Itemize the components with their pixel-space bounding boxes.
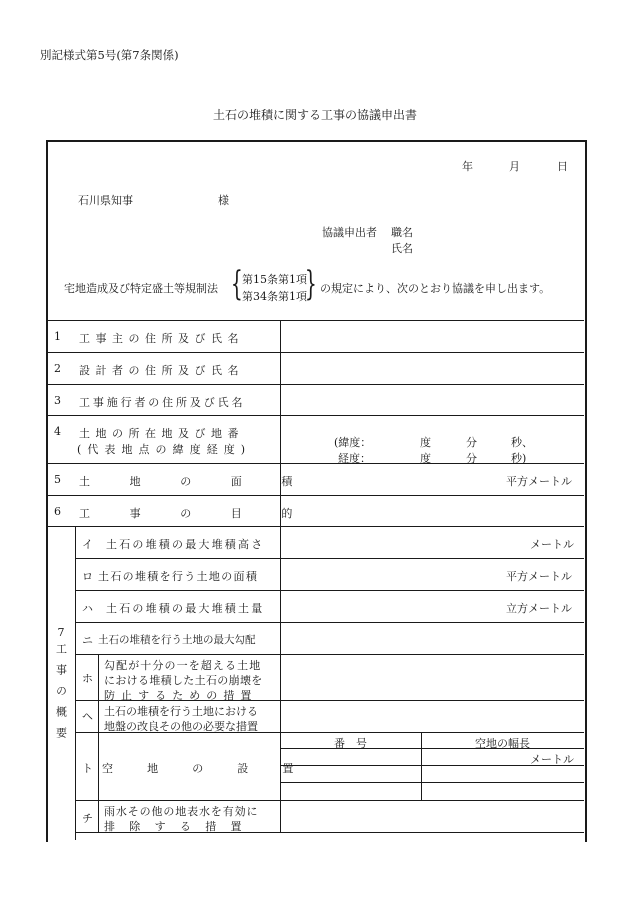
lon-minute: 分 [466, 452, 477, 465]
row-label-location: 土地の所在地及び地番 [79, 427, 244, 440]
longitude-label: 経度： [338, 452, 371, 465]
name-label: 氏名 [391, 242, 413, 255]
item-letter: ハ [82, 602, 93, 615]
unit-square-meters: 平方メートル [506, 570, 572, 583]
lat-second: 秒、 [511, 436, 533, 449]
row-divider [75, 590, 584, 591]
item-ground-improvement-line1: 土石の堆積を行う土地における [104, 705, 258, 718]
unit-meters: メートル [530, 753, 574, 766]
row-number: 1 [54, 330, 61, 343]
law-name: 宅地造成及び特定盛土等規制法 [64, 282, 218, 295]
honorific: 様 [218, 194, 229, 207]
item-letter: ロ [82, 570, 93, 583]
lat-degree: 度 [420, 436, 431, 449]
row-number: 3 [54, 394, 61, 407]
item-land-area: 土石の堆積を行う土地の面積 [98, 570, 259, 583]
row-divider [75, 622, 584, 623]
row-divider [47, 415, 584, 416]
lat-minute: 分 [466, 436, 477, 449]
unit-cubic-meters: 立方メートル [506, 602, 572, 615]
item-letter: チ [82, 812, 93, 825]
addressee: 石川県知事 [78, 194, 133, 207]
column-divider [75, 526, 76, 840]
row-divider [47, 495, 584, 496]
item-collapse-measure-line2: における堆積した土石の崩壊を [104, 674, 263, 687]
column-header-number: 番 号 [334, 737, 367, 750]
date-day: 日 [557, 160, 568, 173]
item-max-slope: 土石の堆積を行う土地の最大勾配 [98, 634, 256, 646]
row-number: 4 [54, 425, 61, 438]
statement: の規定により、次のとおり協議を申し出ます。 [320, 282, 551, 295]
date-year: 年 [462, 160, 473, 173]
section-7-number: 7 [57, 626, 65, 639]
lon-degree: 度 [420, 452, 431, 465]
applicant-label: 協議申出者 [322, 226, 377, 239]
item-letter: ホ [82, 672, 93, 685]
form-number: 別記様式第5号(第7条関係) [40, 48, 179, 62]
row-divider [47, 384, 584, 385]
left-brace: { [230, 264, 243, 304]
item-letter: ヘ [82, 710, 93, 723]
row-divider [47, 320, 584, 321]
column-header-width: 空地の幅長 [475, 737, 530, 750]
row-label-purpose: 工事の目的 [79, 507, 332, 520]
lon-second: 秒) [511, 452, 527, 465]
article-1: 第15条第1項 [242, 273, 307, 286]
row-divider [75, 800, 584, 801]
row-number: 2 [54, 362, 61, 375]
row-divider [75, 558, 584, 559]
row-label-coordinates: (代表地点の緯度経度) [77, 443, 252, 456]
item-letter: イ [82, 538, 93, 551]
row-label-designer: 設計者の住所及び氏名 [79, 364, 244, 377]
section-7-label [51, 622, 71, 748]
row-label-contractor: 工事施行者の住所及び氏名 [79, 396, 246, 409]
item-max-volume: 土石の堆積の最大堆積土量 [106, 602, 265, 615]
column-divider [280, 320, 281, 832]
row-divider [47, 352, 584, 353]
row-divider [75, 654, 584, 655]
item-letter: ト [82, 762, 93, 775]
row-label-area: 土地の面積 [79, 475, 332, 488]
row-label-owner: 工事主の住所及び氏名 [79, 332, 244, 345]
latitude-label: (緯度： [334, 436, 372, 449]
item-collapse-measure-line3: 防止するための措置 [104, 689, 258, 702]
row-divider [47, 463, 584, 464]
date-month: 月 [509, 160, 520, 173]
item-collapse-measure-line1: 勾配が十分の一を超える土地 [104, 659, 262, 672]
item-ground-improvement-line2: 地盤の改良その他の必要な措置 [104, 720, 258, 733]
item-open-space: 空地の設置 [102, 762, 328, 775]
row-number: 5 [54, 473, 61, 486]
article-2: 第34条第1項 [242, 290, 307, 303]
unit-meters: メートル [530, 538, 574, 551]
right-brace: } [304, 264, 317, 304]
job-title-label: 職名 [391, 226, 413, 239]
row-divider [280, 782, 584, 783]
document-title: 土石の堆積に関する工事の協議申出書 [212, 108, 417, 122]
item-drainage-line1: 雨水その他の地表水を有効に [104, 805, 259, 818]
column-divider [98, 654, 99, 832]
item-max-height: 土石の堆積の最大堆積高さ [106, 538, 265, 551]
unit-square-meters: 平方メートル [506, 475, 572, 488]
section-7-title: 工事の概要 [54, 643, 68, 748]
row-number: 6 [54, 505, 61, 518]
item-letter: ニ [82, 634, 93, 647]
item-drainage-line2: 排除する措置 [104, 820, 256, 833]
row-divider [47, 526, 584, 527]
